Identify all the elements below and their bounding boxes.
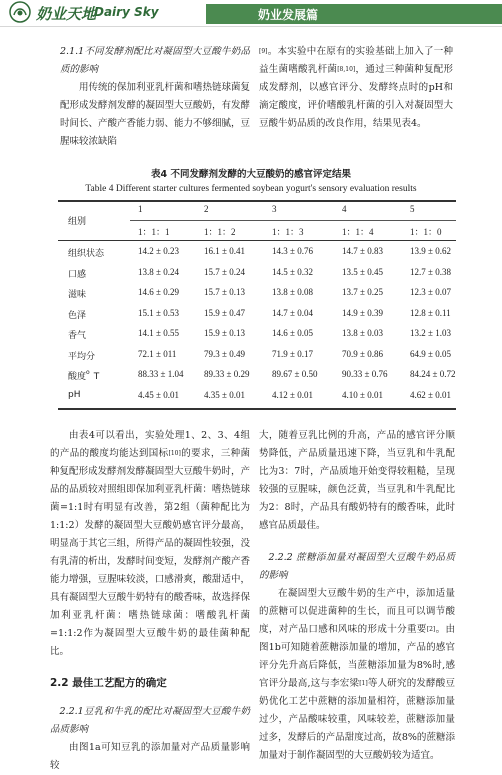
- citation: [9]: [259, 48, 268, 55]
- dairy-sky-logo-icon: [8, 1, 32, 23]
- table-cell: 15.9 ± 0.47: [204, 307, 245, 318]
- row-label-text: 组织状态: [68, 249, 105, 259]
- text-segment: 。本实验中在原有的实验基础上加入了一种益生菌嗜酸乳杆菌: [259, 46, 453, 75]
- table-cell: 89.33 ± 0.29: [204, 369, 250, 379]
- paragraph-table4-analysis: [50, 427, 250, 661]
- table-row-label: [68, 267, 86, 280]
- paragraph-soy-milk-result: 大，随着豆乳比例的升高，产品的感官评分顺势降低，产品质量迅速下降，当豆乳和牛乳配比为3：7时，产品质地开始变得较粗糙，呈现较强的豆腥味，颜色泛黄，当豆乳和牛乳配比为2：8时，产品具有酸奶特有的酸香味，此时感官品质最佳。: [259, 430, 455, 531]
- table-ratio-header: 1：1：1: [138, 227, 170, 237]
- table-title-en: Table 4 Different starter cultures fermented soybean yogurt's sensory evaluation results: [85, 184, 417, 194]
- right-column-top: [259, 43, 453, 133]
- table-cell: 14.1 ± 0.55: [138, 328, 179, 338]
- table-cell: 14.5 ± 0.32: [272, 266, 313, 277]
- table-row-label: [68, 349, 95, 362]
- row-label-text: pH: [68, 389, 81, 400]
- table-cell: 13.9 ± 0.62: [410, 246, 451, 256]
- text-segment: 的要求，三种菌种复配形成发酵剂发酵凝固型大豆酸牛奶时，产品的品质较对照组即保加利亚乳杆菌：嗜热链球菌=1:1时有明显有改善，第2组（菌种配比为1:1:2）发酵的凝固型大豆酸奶感官评分最高，明显高于其它三组，所得产品的凝固性较强，没有乳清的析出，发酵时间变短，发酵剂产酸产香能力增强，豆腥味较淡，口感滑爽，酸甜适中，具有凝固型大豆酸牛奶特有的酸香味，故选择保加利亚乳杆菌：嗜热链球菌：嗜酸乳杆菌=1:1:2作为凝固型大豆酸牛奶的最佳菌种配比。: [50, 448, 250, 657]
- table-row-label: [68, 369, 99, 382]
- table-cell: 13.8 ± 0.03: [342, 328, 383, 338]
- table-cell: 14.2 ± 0.23: [138, 246, 179, 256]
- citation: [8,10]: [337, 66, 356, 73]
- citation: [2]: [426, 626, 436, 633]
- row-label-text: 香气: [68, 331, 87, 341]
- table-cell: 4.62 ± 0.01: [410, 389, 451, 400]
- table-ratio-header: 1：1：2: [204, 227, 236, 237]
- table-cell: 14.9 ± 0.39: [342, 307, 383, 318]
- table-cell: 4.12 ± 0.01: [272, 389, 313, 400]
- table-ratio-header: 1：1：0: [410, 227, 442, 237]
- text-segment: 由表4可以看出，实验处理1、2、3、4组的产品的酸度均能达到国标: [50, 430, 250, 459]
- table-row-label: [68, 390, 80, 400]
- right-column-bottom: [259, 427, 455, 765]
- row-label-text: 口感: [68, 269, 87, 280]
- left-column-bottom: [50, 427, 250, 661]
- citation: [1]: [359, 680, 368, 687]
- row-label-sup: o: [86, 369, 90, 376]
- table-cell: 15.7 ± 0.24: [204, 266, 245, 277]
- table-cell: 4.45 ± 0.01: [138, 389, 179, 400]
- left-column-bottom-2: [50, 703, 250, 775]
- subsection-heading-2-1-1: 2.1.1不同发酵剂配比对凝固型大豆酸牛奶品质的影响: [60, 46, 250, 75]
- text-segment: 。由图1b可知随着蔗糖添加量的增加，产品的感官评分先升高后降低，当蔗糖添加量为8%时,感官评分最高,这与李宏梁: [259, 624, 455, 689]
- table-cell: 13.2 ± 1.03: [410, 328, 451, 338]
- table-row-label: [68, 246, 104, 259]
- text-segment: 在凝固型大豆酸牛奶的生产中，添加适量的蔗糖可以促进菌种的生长，而且可以调节酸度，对产品口感和风味的形成十分重要: [259, 588, 455, 635]
- table-cell: 84.24 ± 0.72: [410, 369, 456, 379]
- row-label-unit: T: [93, 372, 100, 382]
- table-row-label: [68, 287, 86, 300]
- table-title-cn: 表4 不同发酵剂发酵的大豆酸奶的感官评定结果: [151, 169, 351, 180]
- table-cell: 79.3 ± 0.49: [204, 348, 245, 359]
- table-cell: 13.7 ± 0.25: [342, 287, 383, 297]
- table-cell: 64.9 ± 0.05: [410, 348, 451, 359]
- table-row-label: [68, 328, 86, 341]
- table-caption: [50, 168, 452, 196]
- table-cell: 14.7 ± 0.04: [272, 307, 313, 318]
- header-divider: [0, 26, 502, 27]
- table-column-header: 5: [410, 204, 415, 214]
- brand-name-en: Dairy Sky: [94, 5, 159, 19]
- table-row-label: [68, 308, 86, 321]
- table-ratio-header: 1：1：4: [342, 227, 374, 237]
- table-cell: 70.9 ± 0.86: [342, 348, 383, 359]
- paragraph-starter-intro: 用传统的保加利亚乳杆菌和嗜热链球菌复配形成发酵剂发酵的凝固型大豆酸奶，有发酵时间长、产酸产香能力弱、能力不够细腻，豆腥味较浓缺陷: [60, 82, 251, 147]
- table-cell: 12.7 ± 0.38: [410, 266, 451, 277]
- table-header-subrule: [130, 220, 456, 221]
- table-cell: 71.9 ± 0.17: [272, 348, 313, 359]
- row-label-text: 酸度: [68, 372, 87, 382]
- section-title: 奶业发展篇: [258, 8, 319, 22]
- citation: [10]: [168, 450, 181, 457]
- row-label-text: 平均分: [68, 351, 96, 362]
- page-header: [0, 0, 502, 26]
- table-cell: 89.67 ± 0.50: [272, 369, 318, 379]
- table-cell: 15.7 ± 0.13: [204, 287, 245, 297]
- text-segment: ，通过三种菌种复配形成发酵剂，以感官评分、发酵终点时的pH和滴定酸度，评价嗜酸乳杆菌的引入对凝固型大豆酸牛奶品质的改良作用，结果见表4。: [259, 64, 453, 129]
- table-cell: 90.33 ± 0.76: [342, 369, 388, 379]
- row-label-text: 色泽: [68, 310, 87, 321]
- table-cell: 15.1 ± 0.53: [138, 307, 179, 318]
- paragraph-sucrose: [259, 585, 455, 765]
- paragraph-soy-milk-ratio: 由图1a可知豆乳的添加量对产品质量影响较: [50, 742, 250, 771]
- table-column-header: 1: [138, 204, 143, 214]
- subsection-heading-2-2-2: 2.2.2 蔗糖添加量对凝固型大豆酸牛奶品质的影响: [259, 552, 455, 581]
- table-cell: 14.6 ± 0.05: [272, 328, 313, 338]
- sensory-evaluation-table: [58, 200, 456, 422]
- subsection-heading-2-2-1: 2.2.1豆乳和牛乳的配比对凝固型大豆酸牛奶品质影响: [50, 706, 250, 735]
- table-cell: 13.8 ± 0.08: [272, 287, 313, 297]
- row-label-text: 滋味: [68, 290, 87, 300]
- table-column-header: 4: [342, 204, 347, 214]
- table-cell: 72.1 ± 011: [138, 348, 177, 359]
- table-cell: 16.1 ± 0.41: [204, 246, 245, 256]
- table-cell: 4.10 ± 0.01: [342, 389, 383, 400]
- table-cell: 88.33 ± 1.04: [138, 369, 184, 379]
- table-cell: 13.5 ± 0.45: [342, 266, 383, 277]
- table-cell: 14.6 ± 0.29: [138, 287, 179, 297]
- table-bottom-rule: [58, 408, 456, 410]
- table-top-rule: [58, 200, 456, 202]
- table-cell: 4.35 ± 0.01: [204, 389, 245, 400]
- left-column-top: [60, 43, 250, 151]
- text-segment: 等人研究的发酵酸豆奶优化工艺中蔗糖的添加量相符，蔗糖添加量过少，产品酸味较重，风味较差，蔗糖添加量过多，发酵后的产品甜度过高，故8%的蔗糖添加量对于制作凝固型的大豆酸奶较为适宜。: [259, 678, 455, 761]
- table-cell: 12.8 ± 0.11: [410, 307, 451, 318]
- table-row-header: 组别: [68, 217, 87, 227]
- table-cell: 14.3 ± 0.76: [272, 246, 313, 256]
- table-column-header: 3: [272, 204, 277, 214]
- section-banner: [206, 4, 502, 24]
- paragraph-experiment-design: [259, 43, 453, 133]
- table-ratio-header: 1：1：3: [272, 227, 304, 237]
- table-column-header: 2: [204, 204, 209, 214]
- brand-name-cn: 奶业天地: [36, 5, 97, 23]
- table-header-rule: [58, 240, 456, 241]
- table-cell: 14.7 ± 0.83: [342, 246, 383, 256]
- table-cell: 15.9 ± 0.13: [204, 328, 245, 338]
- table-cell: 13.8 ± 0.24: [138, 266, 179, 277]
- table-cell: 12.3 ± 0.07: [410, 287, 451, 297]
- section-heading-2-2: 2.2 最佳工艺配方的确定: [50, 677, 167, 689]
